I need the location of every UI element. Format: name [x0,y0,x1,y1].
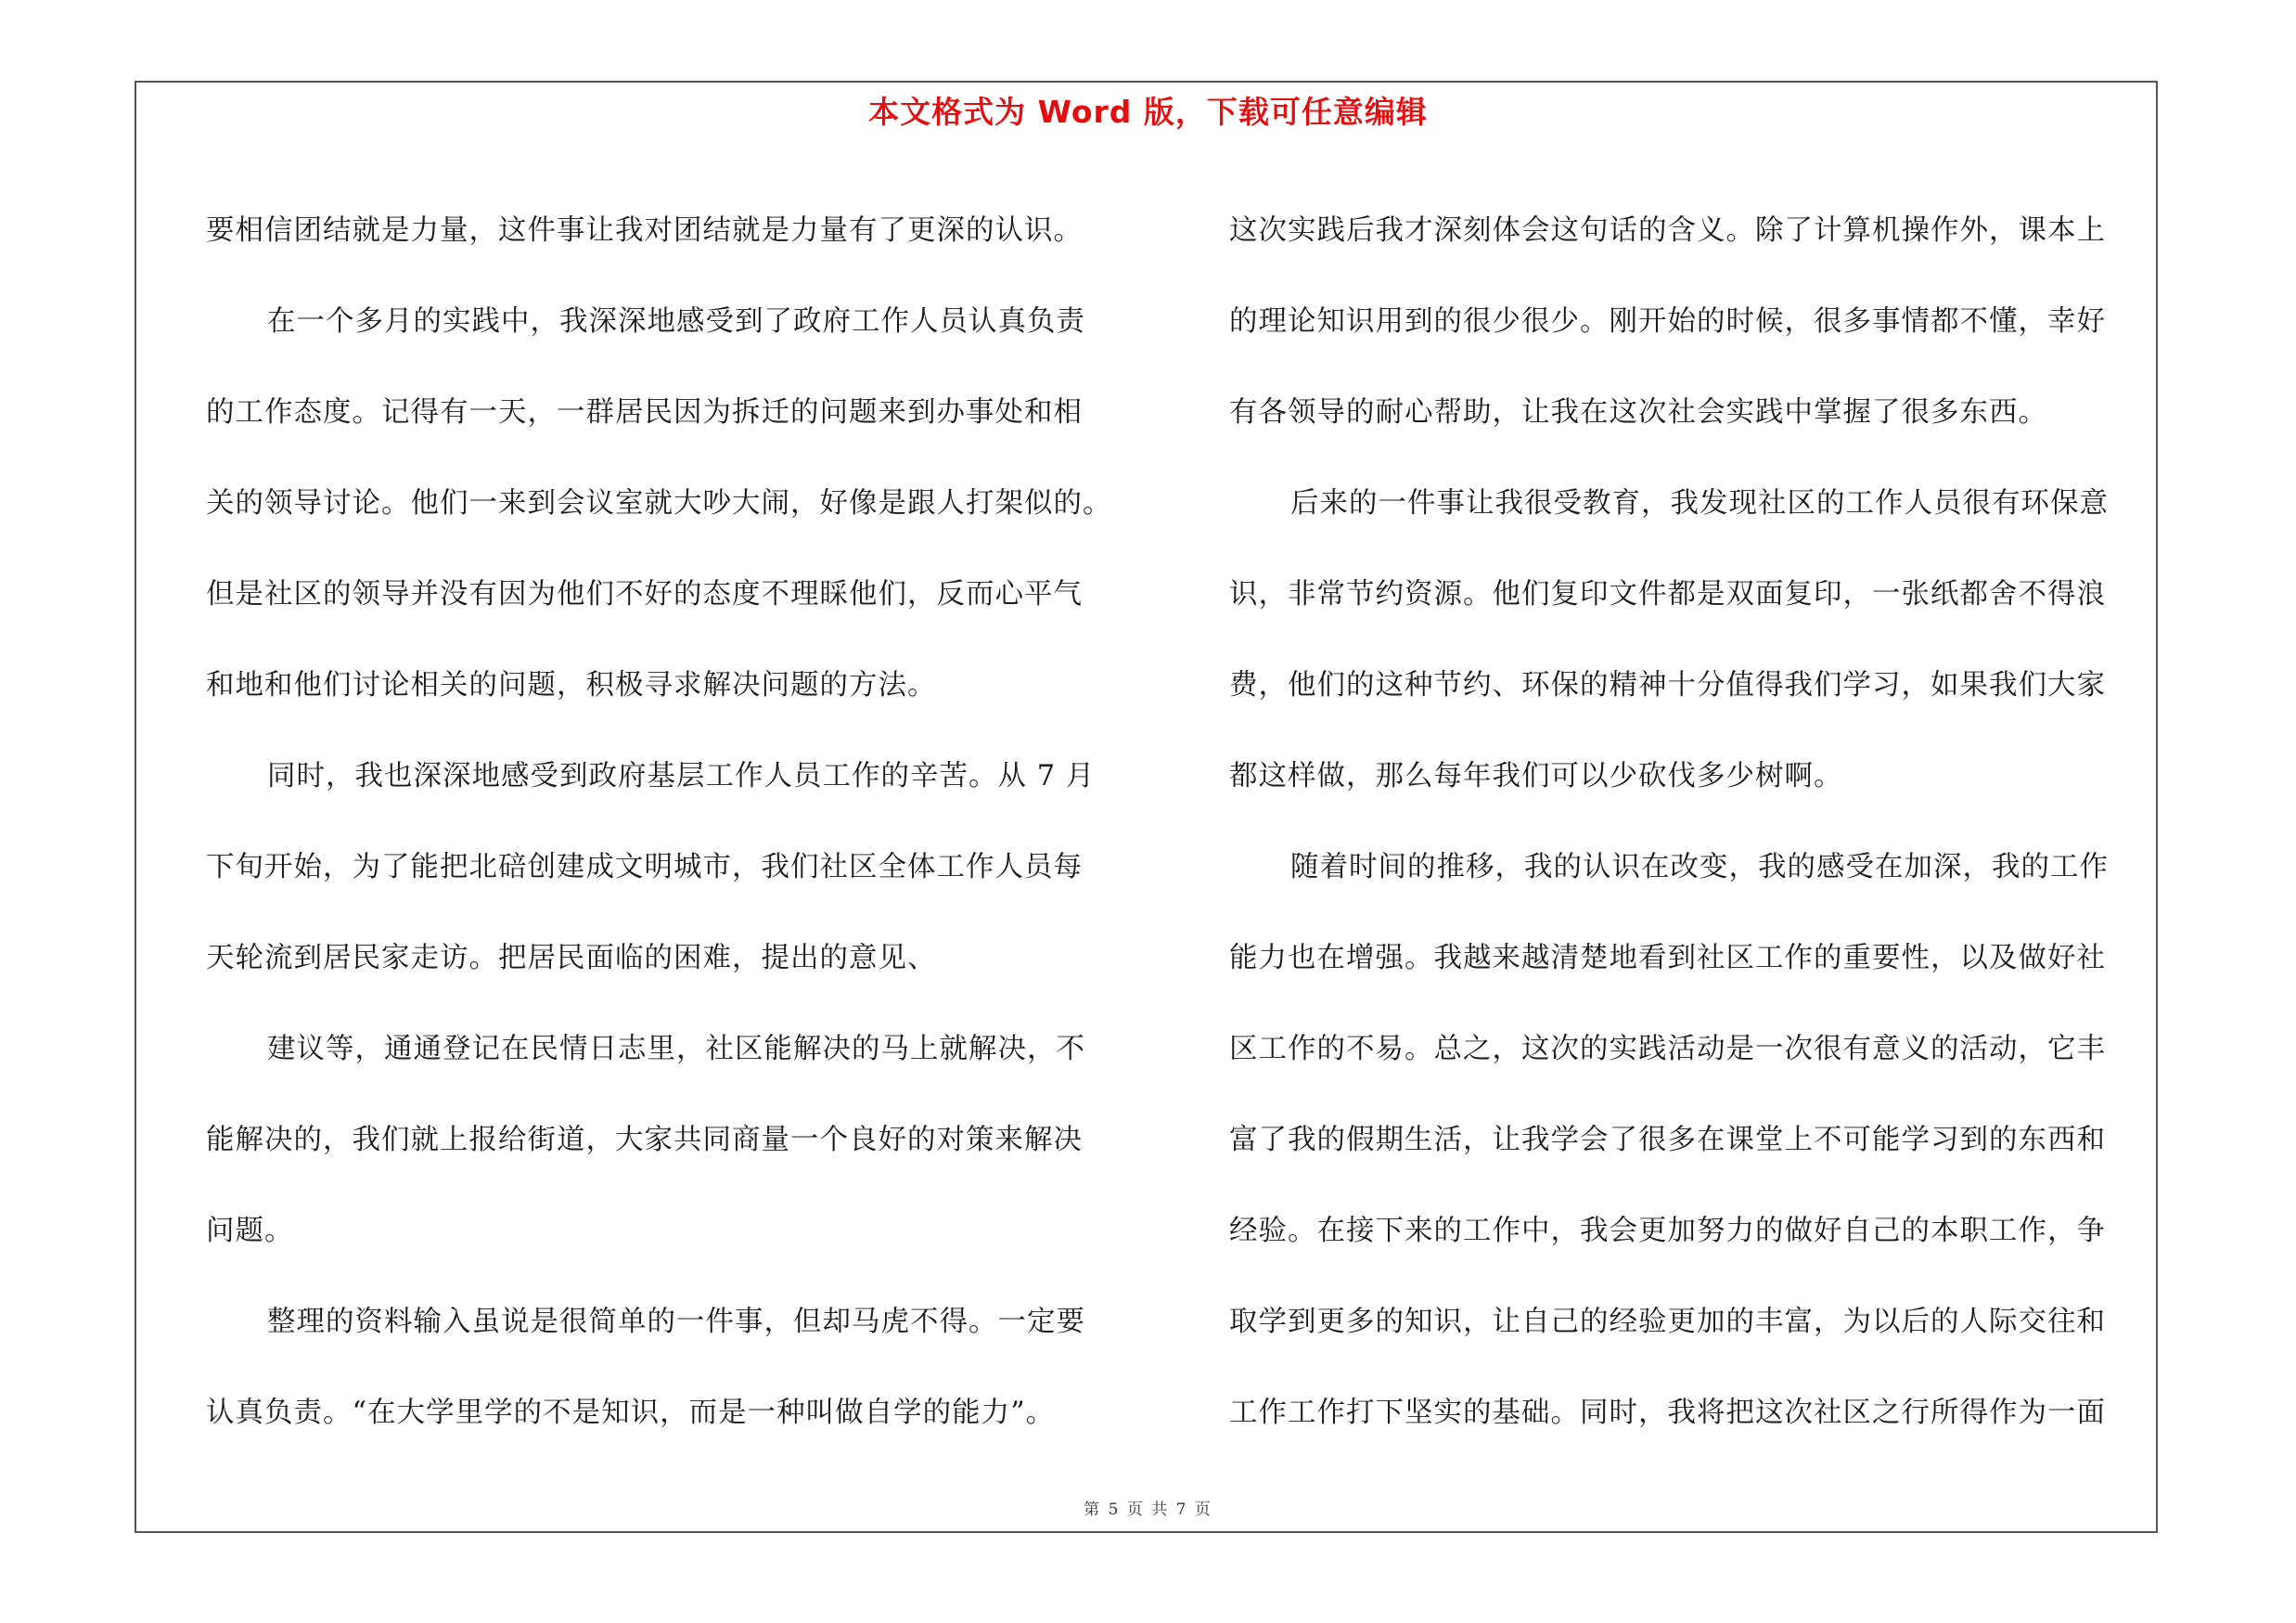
text-line: 经验。在接下来的工作中，我会更加努力的做好自己的本职工作，争 [1229,1215,2106,1247]
text-line: 后来的一件事让我很受教育，我发现社区的工作人员很有环保意 [1290,487,2109,520]
text-line: 有各领导的耐心帮助，让我在这次社会实践中掌握了很多东西。 [1229,396,2047,429]
text-line: 区工作的不易。总之，这次的实践活动是一次很有意义的活动，它丰 [1229,1033,2106,1065]
text-line: 要相信团结就是力量，这件事让我对团结就是力量有了更深的认识。 [206,214,1083,247]
format-banner: 本文格式为 Word 版，下载可任意编辑 [868,94,1428,130]
text-line: 关的领导讨论。他们一来到会议室就大吵大闹，好像是跟人打架似的。 [206,487,1112,520]
text-line: 都这样做，那么每年我们可以少砍伐多少树啊。 [1229,760,1843,792]
text-line: 取学到更多的知识，让自己的经验更加的丰富，为以后的人际交往和 [1229,1306,2106,1338]
text-line: 问题。 [206,1215,294,1247]
text-line: 建议等，通通登记在民情日志里，社区能解决的马上就解决，不 [267,1033,1085,1065]
text-line: 费，他们的这种节约、环保的精神十分值得我们学习，如果我们大家 [1229,669,2106,702]
right-column [1229,186,2157,1459]
text-line: 富了我的假期生活，让我学会了很多在课堂上不可能学习到的东西和 [1229,1124,2106,1156]
text-line: 整理的资料输入虽说是很简单的一件事，但却马虎不得。一定要 [267,1306,1085,1338]
text-line: 的理论知识用到的很少很少。刚开始的时候，很多事情都不懂，幸好 [1229,305,2106,338]
text-line: 但是社区的领导并没有因为他们不好的态度不理睬他们，反而心平气 [206,578,1083,611]
text-line: 天轮流到居民家走访。把居民面临的困难，提出的意见、 [206,942,937,974]
text-line: 这次实践后我才深刻体会这句话的含义。除了计算机操作外，课本上 [1229,214,2106,247]
text-line: 认真负责。“在大学里学的不是知识，而是一种叫做自学的能力”。 [206,1397,1056,1429]
text-line: 和地和他们讨论相关的问题，积极寻求解决问题的方法。 [206,669,937,702]
page-number: 第 5 页 共 7 页 [1084,1501,1212,1519]
text-line: 的工作态度。记得有一天，一群居民因为拆迁的问题来到办事处和相 [206,396,1083,429]
text-line: 识，非常节约资源。他们复印文件都是双面复印，一张纸都舍不得浪 [1229,578,2106,611]
text-line: 下旬开始，为了能把北碚创建成文明城市，我们社区全体工作人员每 [206,851,1083,883]
text-line: 能力也在增强。我越来越清楚地看到社区工作的重要性，以及做好社 [1229,942,2106,974]
text-line: 随着时间的推移，我的认识在改变，我的感受在加深，我的工作 [1290,851,2109,883]
text-line: 能解决的，我们就上报给街道，大家共同商量一个良好的对策来解决 [206,1124,1083,1156]
text-line: 工作工作打下坚实的基础。同时，我将把这次社区之行所得作为一面 [1229,1397,2106,1429]
text-line: 同时，我也深深地感受到政府基层工作人员工作的辛苦。从 7 月 [267,760,1096,792]
left-column [206,186,1134,1459]
text-line: 在一个多月的实践中，我深深地感受到了政府工作人员认真负责 [267,305,1085,338]
